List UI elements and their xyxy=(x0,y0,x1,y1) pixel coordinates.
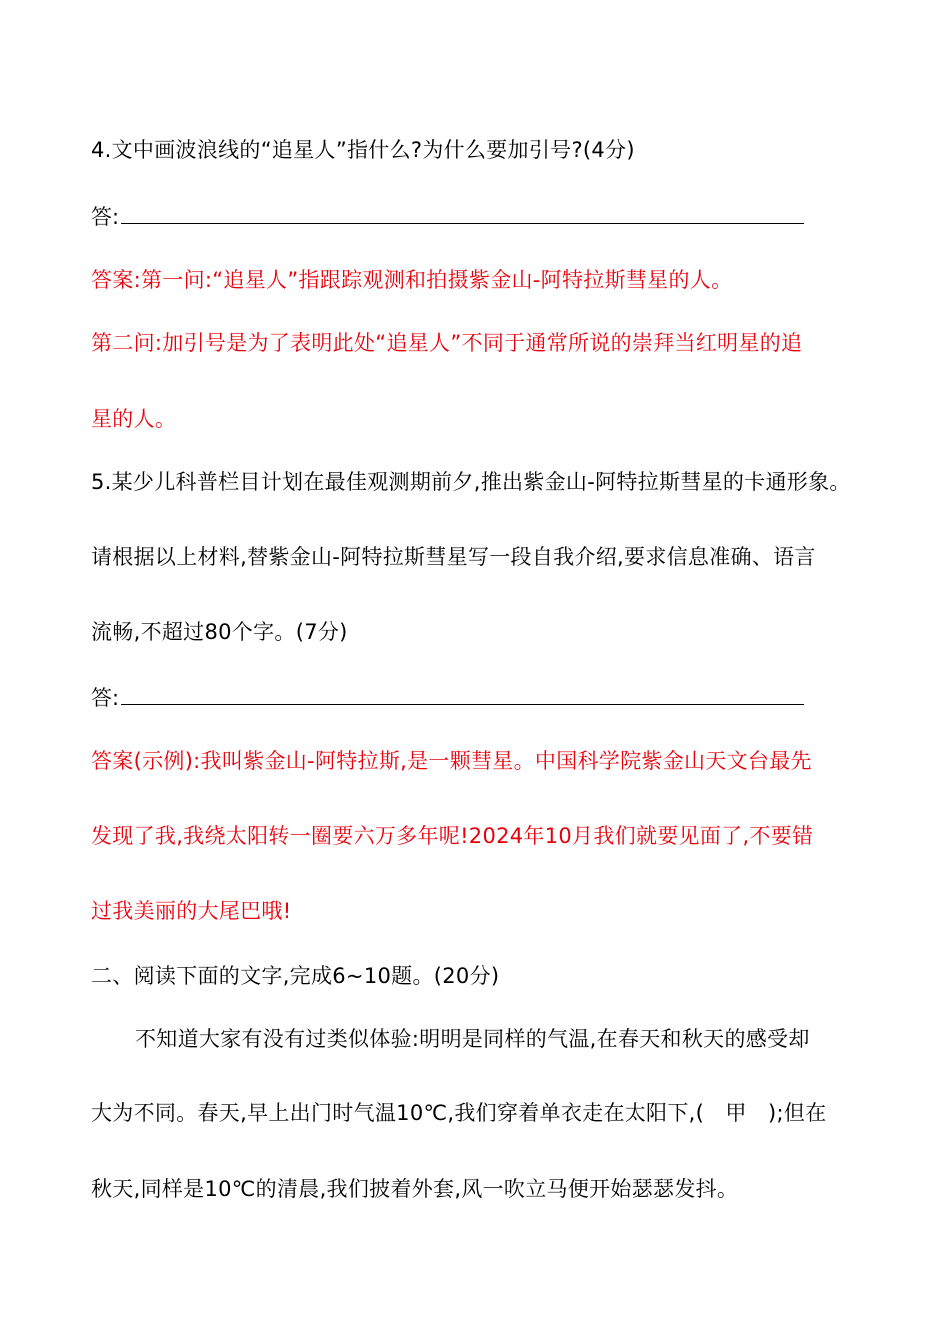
q5-prompt-line-1: 5.某少儿科普栏目计划在最佳观测期前夕,推出紫金山-阿特拉斯彗星的卡通形象。 xyxy=(91,470,851,494)
q5-answer-blank[interactable] xyxy=(121,682,804,705)
q5-answer-line-2: 发现了我,我绕太阳转一圈要六万多年呢!2024年10月我们就要见面了,不要错 xyxy=(91,824,814,848)
passage-line-3: 秋天,同样是10℃的清晨,我们披着外套,风一吹立马便开始瑟瑟发抖。 xyxy=(91,1177,739,1201)
q4-answer-line-2: 第二问:加引号是为了表明此处“追星人”不同于通常所说的崇拜当红明星的追 xyxy=(91,331,803,355)
q5-answer-field[interactable] xyxy=(91,682,804,713)
section2-heading: 二、阅读下面的文字,完成6~10题。(20分) xyxy=(91,964,500,988)
q4-answer-blank[interactable] xyxy=(121,201,804,224)
passage-line-2: 大为不同。春天,早上出门时气温10℃,我们穿着单衣走在太阳下,( 甲 );但在 xyxy=(91,1101,827,1125)
q5-answer-label: 答: xyxy=(91,686,120,710)
q5-prompt-line-3: 流畅,不超过80个字。(7分) xyxy=(91,620,348,644)
q4-answer-line-3: 星的人。 xyxy=(91,407,177,431)
passage-line-1: 不知道大家有没有过类似体验:明明是同样的气温,在春天和秋天的感受却 xyxy=(135,1027,810,1051)
q4-prompt: 4.文中画波浪线的“追星人”指什么?为什么要加引号?(4分) xyxy=(91,138,635,162)
q5-answer-line-3: 过我美丽的大尾巴哦! xyxy=(91,899,292,923)
q5-answer-line-1: 答案(示例):我叫紫金山-阿特拉斯,是一颗彗星。中国科学院紫金山天文台最先 xyxy=(91,749,812,773)
q4-answer-label: 答: xyxy=(91,205,120,229)
q5-prompt-line-2: 请根据以上材料,替紫金山-阿特拉斯彗星写一段自我介绍,要求信息准确、语言 xyxy=(91,545,816,569)
q4-answer-field[interactable] xyxy=(91,201,804,232)
q4-answer-line-1: 答案:第一问:“追星人”指跟踪观测和拍摄紫金山-阿特拉斯彗星的人。 xyxy=(91,268,733,292)
